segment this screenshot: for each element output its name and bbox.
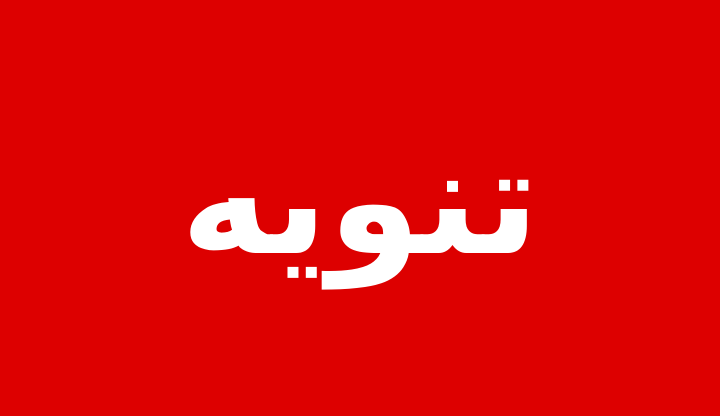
notice-headline: تنويه bbox=[180, 115, 540, 289]
